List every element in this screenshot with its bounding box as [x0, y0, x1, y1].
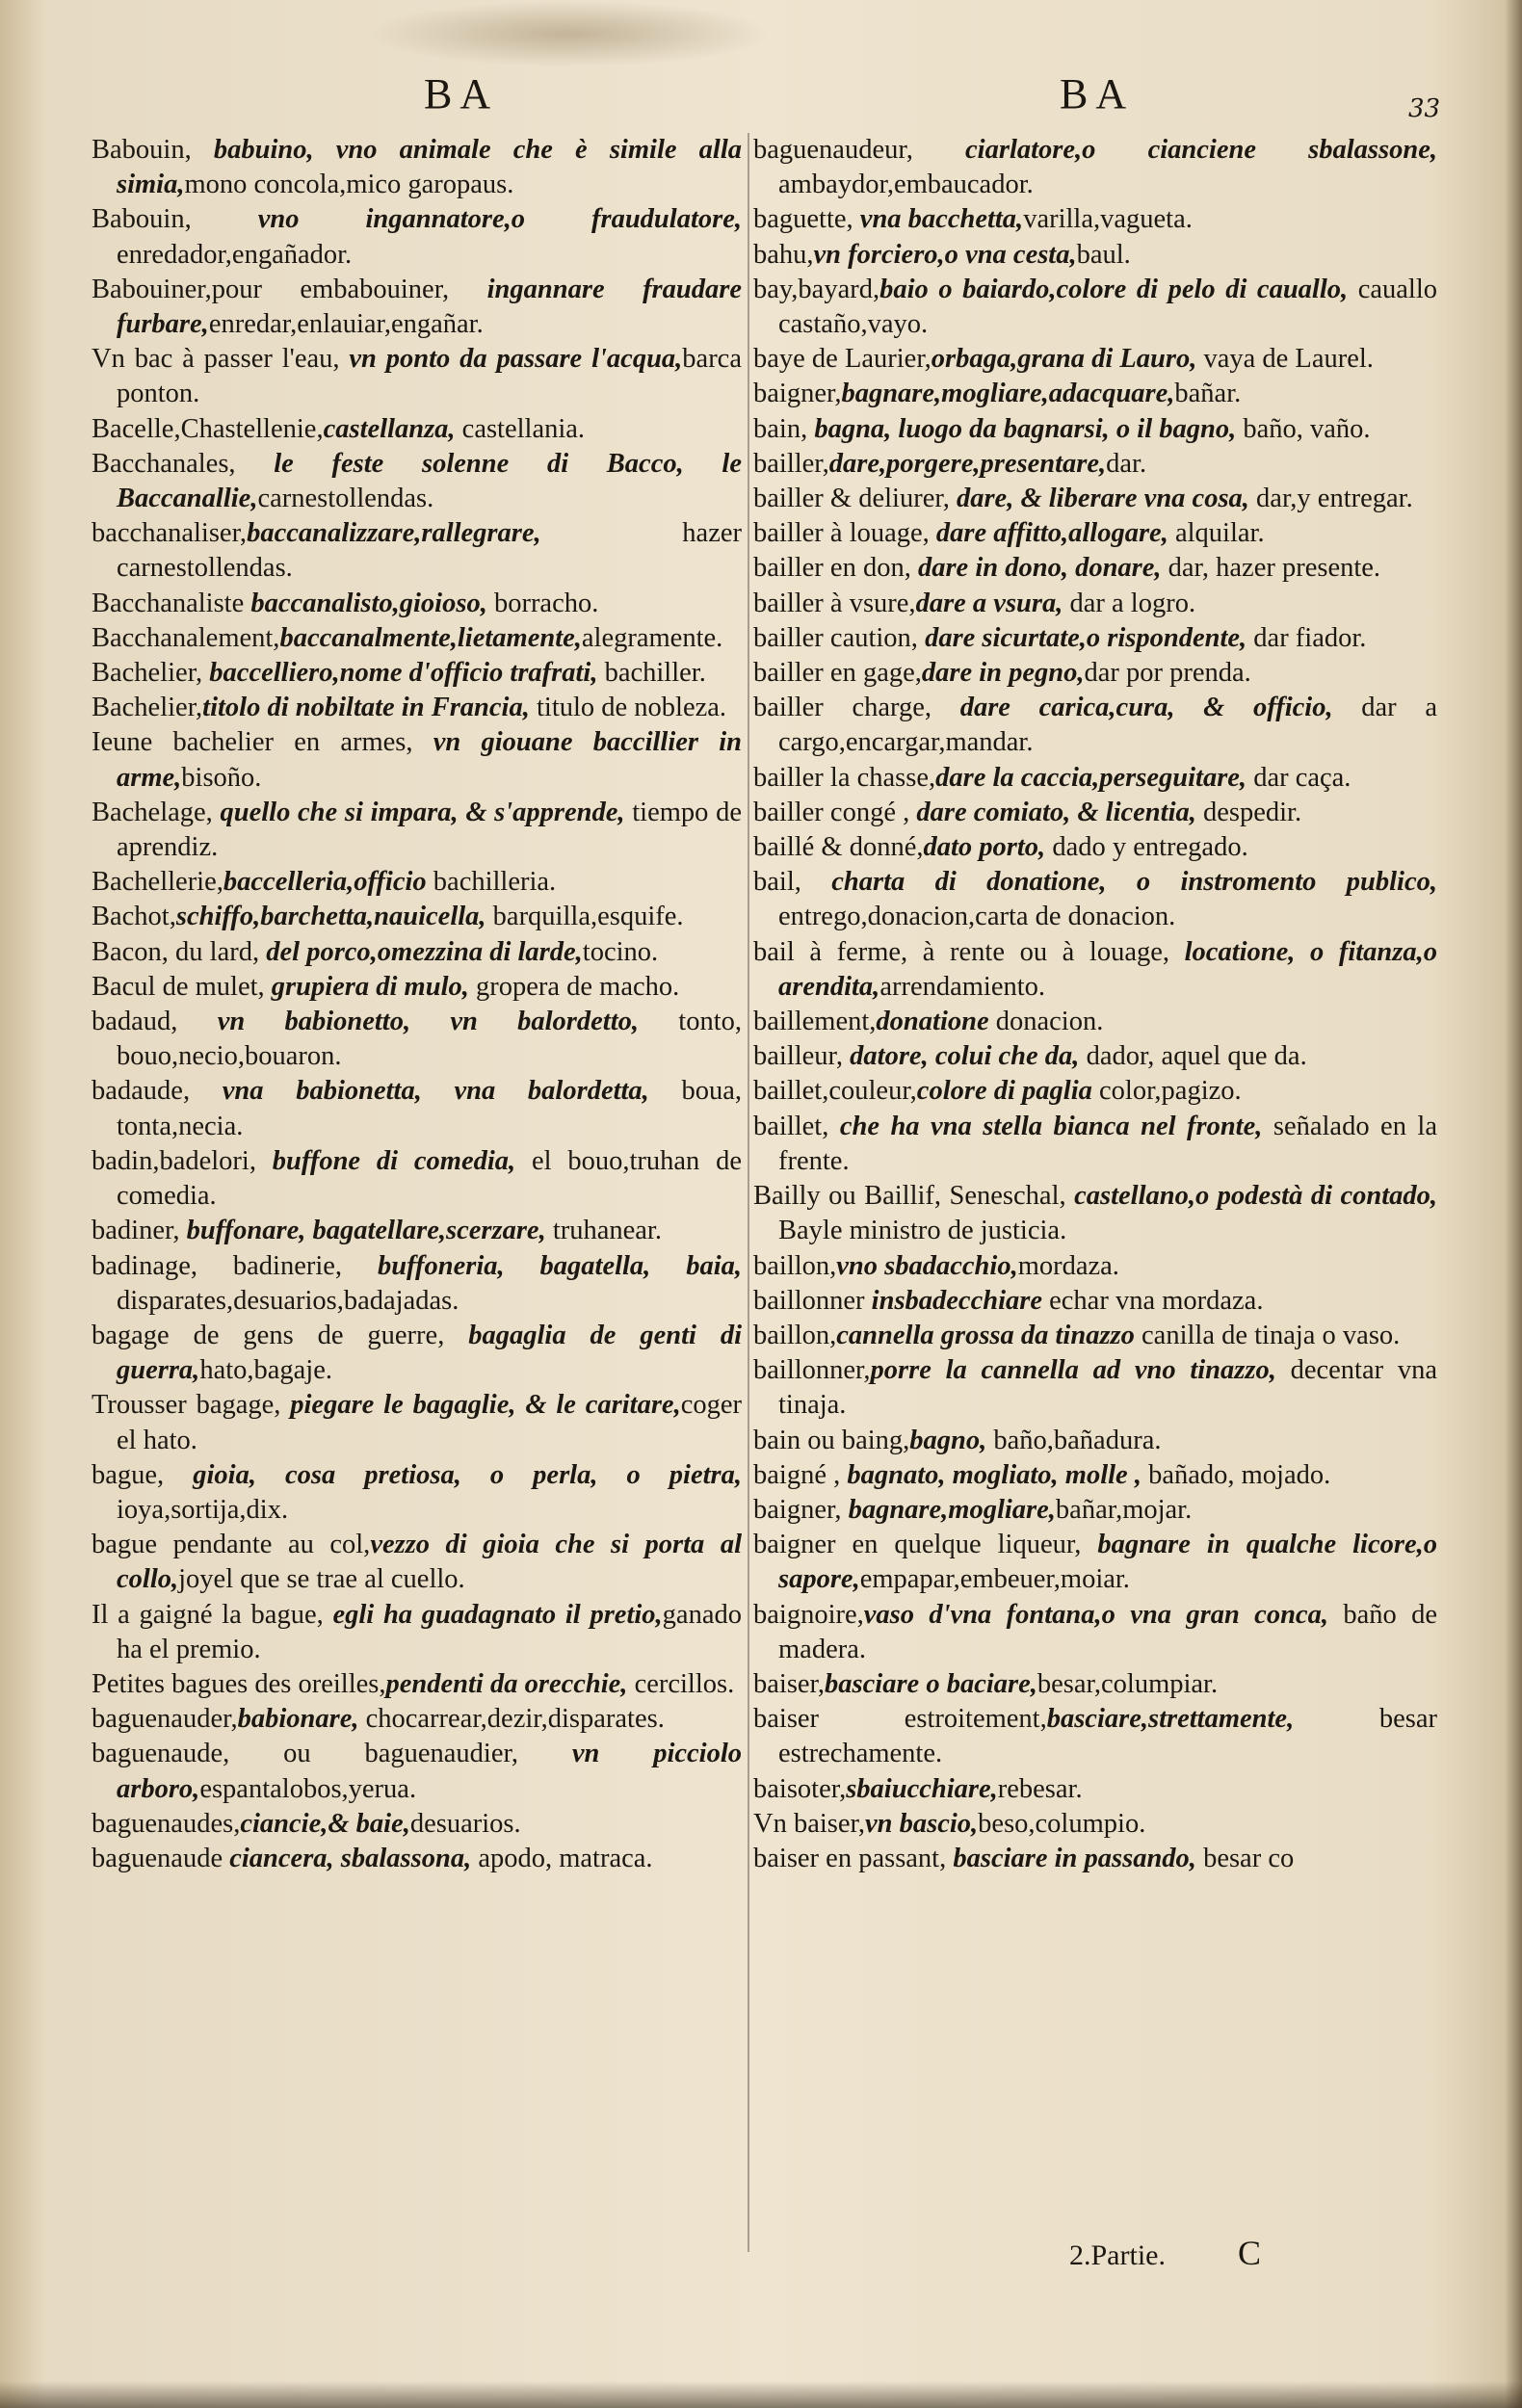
dictionary-entry	[92, 1319, 742, 1388]
entry-headword: baisoter,	[753, 1773, 847, 1804]
entry-headword: bailler & deliurer,	[753, 484, 957, 514]
dictionary-entry	[753, 691, 1437, 760]
dictionary-entry	[92, 1737, 742, 1806]
entry-headword: Bachellerie,	[92, 867, 223, 898]
entry-italian: le feste solenne di Bacco, le Baccanallie,	[117, 448, 742, 514]
dictionary-entry	[92, 1667, 742, 1702]
entry-spanish: boua, tonta,necia.	[117, 1076, 743, 1141]
entry-spanish: besar co	[1195, 1843, 1295, 1873]
entry-italian: baccelleria,officio	[223, 867, 427, 898]
entry-spanish: coger el hato.	[117, 1390, 743, 1455]
entry-italian: bagnare,mogliare,adacquare,	[841, 379, 1175, 409]
dictionary-entry	[92, 1005, 742, 1074]
entry-italian: baccelliero,nome d'officio trafrati,	[209, 658, 598, 689]
page-bottom-edge	[0, 2381, 1522, 2408]
entry-headword: Trousser bagage,	[92, 1390, 291, 1421]
dictionary-entry	[92, 725, 742, 795]
dictionary-entry	[92, 796, 742, 865]
entry-headword: baillet,	[753, 1111, 840, 1141]
entry-italian: sbaiucchiare,	[846, 1773, 998, 1804]
entry-spanish: joyel que se trae al cuello.	[178, 1564, 465, 1595]
entry-headword: Babouin,	[92, 135, 214, 165]
entry-spanish: cauallo castaño,vayo.	[778, 274, 1437, 340]
entry-italian: babuino, vno animale che è simile alla simia,	[117, 135, 742, 200]
entry-spanish: decentar vna tinaja.	[778, 1355, 1437, 1421]
entry-headword: baillon,	[753, 1320, 837, 1350]
entry-italian: pendenti da orecchie,	[385, 1668, 628, 1699]
dictionary-entry	[753, 1458, 1437, 1493]
dictionary-entry	[753, 621, 1437, 656]
entry-spanish: gropera de macho.	[468, 971, 680, 1002]
entry-spanish: borracho.	[486, 588, 599, 618]
running-head-left: BA	[424, 70, 499, 118]
entry-headword: Babouiner,pour embabouiner,	[92, 274, 487, 304]
entry-spanish: truhanear.	[545, 1216, 662, 1246]
entry-headword: baiser,	[753, 1668, 826, 1699]
entry-italian: dare, & liberare vna cosa,	[956, 484, 1249, 514]
entry-italian: vn giouane baccillier in arme,	[117, 727, 742, 793]
entry-spanish: tocino.	[582, 936, 659, 967]
entry-italian: bagaglia de genti di guerra,	[117, 1320, 742, 1386]
entry-spanish: dar fiador.	[1246, 622, 1367, 653]
entry-headword: badaude,	[92, 1076, 223, 1107]
entry-italian: vaso d'vna fontana,o vna gran conca,	[863, 1599, 1328, 1630]
entry-headword: baigné ,	[753, 1459, 848, 1490]
entry-headword: baigner,	[753, 379, 842, 409]
dictionary-entry	[753, 1074, 1437, 1109]
entry-headword: bagage de gens de guerre,	[92, 1320, 469, 1350]
entry-spanish: besar estrechamente.	[778, 1704, 1437, 1769]
dictionary-entry	[753, 1005, 1437, 1039]
entry-spanish: baul.	[1076, 239, 1131, 270]
entry-spanish: dar, hazer presente.	[1161, 553, 1381, 584]
dictionary-entry	[92, 1842, 742, 1876]
entry-headword: Bachot,	[92, 902, 176, 932]
entry-spanish: baño,bañadura.	[986, 1425, 1162, 1455]
entry-spanish: entrego,donacion,carta de donacion.	[778, 902, 1176, 932]
entry-italian: charta di donatione, o instromento publico,	[831, 867, 1437, 898]
entry-italian: cannella grossa da tinazzo	[836, 1320, 1135, 1350]
dictionary-entry	[753, 273, 1437, 342]
dictionary-entry	[92, 865, 742, 900]
entry-spanish: hato,bagaje.	[199, 1355, 332, 1386]
entry-headword: Ieune bachelier en armes,	[92, 727, 433, 758]
entry-italian: insbadecchiare	[871, 1285, 1042, 1316]
entry-italian: vno ingannatore,o fraudulatore,	[257, 204, 742, 235]
entry-headword: baguette,	[753, 204, 860, 235]
entry-headword: Bacon, du lard,	[92, 936, 267, 967]
entry-italian: ciancie,& baie,	[240, 1808, 410, 1839]
entry-spanish: dar a logro.	[1063, 588, 1196, 618]
entry-spanish: bisoño.	[181, 762, 262, 793]
entry-spanish: vaya de Laurel.	[1196, 344, 1374, 375]
dictionary-entry	[92, 900, 742, 934]
dictionary-entry	[753, 412, 1437, 447]
entry-italian: dare carica,cura, & officio,	[959, 693, 1333, 723]
entry-italian: grupiera di mulo,	[271, 971, 469, 1002]
entry-headword: baye de Laurier,	[753, 344, 932, 375]
entry-spanish: empapar,embeuer,moiar.	[859, 1564, 1130, 1595]
entry-italian: buffoneria, bagatella, baia,	[377, 1250, 742, 1281]
entry-spanish: mono concola,mico garopaus.	[184, 170, 514, 200]
entry-spanish: castellania.	[455, 413, 586, 444]
entry-headword: bailler,	[753, 448, 829, 479]
dictionary-entry	[753, 865, 1437, 934]
entry-headword: badinage, badinerie,	[92, 1250, 378, 1281]
dictionary-entry	[753, 1842, 1437, 1876]
entry-headword: bailler en don,	[753, 553, 918, 584]
dictionary-entry	[92, 133, 742, 202]
entry-italian: bagnare,mogliare,	[848, 1494, 1056, 1525]
entry-headword: baillet,couleur,	[753, 1076, 917, 1107]
dictionary-entry	[92, 691, 742, 725]
dictionary-entry	[753, 202, 1437, 237]
entry-italian: dare a vsura,	[915, 588, 1063, 618]
entry-headword: bail,	[753, 867, 832, 898]
gathering-letter: C	[1238, 2234, 1262, 2272]
entry-italian: vna babionetta, vna balordetta,	[222, 1076, 649, 1107]
dictionary-entry	[753, 238, 1437, 273]
dictionary-entry	[753, 796, 1437, 830]
entry-headword: badaud,	[92, 1007, 218, 1037]
dictionary-entry	[753, 1353, 1437, 1423]
entry-headword: Bachelier,	[92, 693, 203, 723]
entry-italian: ciancera, sbalassona,	[229, 1843, 472, 1873]
entry-spanish: tonto, bouo,necio,bouaron.	[117, 1007, 742, 1072]
entry-headword: Bacchanalement,	[92, 622, 280, 653]
dictionary-entry	[753, 935, 1437, 1005]
entry-italian: quello che si impara, & s'apprende,	[220, 797, 625, 827]
entry-headword: baguenaude, ou baguenaudier,	[92, 1739, 572, 1769]
entry-spanish: apodo, matraca.	[471, 1843, 653, 1873]
entry-spanish: ambaydor,embaucador.	[778, 170, 1034, 200]
entry-headword: Bacul de mulet,	[92, 971, 272, 1002]
entry-headword: baiser estroitement,	[753, 1704, 1047, 1735]
entry-spanish: desuarios.	[409, 1808, 521, 1839]
entry-headword: bailler congé ,	[753, 797, 917, 827]
entry-italian: colore di paglia	[916, 1076, 1092, 1107]
entry-spanish: echar vna mordaza.	[1042, 1285, 1264, 1316]
entry-spanish: espantalobos,yerua.	[199, 1773, 417, 1804]
entry-headword: bailler la chasse,	[753, 762, 936, 793]
entry-headword: bain ou baing,	[753, 1425, 910, 1455]
entry-spanish: dador, aquel que da.	[1079, 1041, 1307, 1072]
entry-italian: dare sicurtate,o rispondente,	[925, 622, 1247, 653]
entry-headword: Bacchanaliste	[92, 588, 251, 618]
dictionary-entry	[753, 377, 1437, 411]
entry-headword: baillé & donné,	[753, 832, 924, 863]
entry-italian: vn forciero,o vna cesta,	[813, 239, 1077, 270]
entry-headword: baignoire,	[753, 1599, 864, 1630]
left-column	[92, 133, 742, 1876]
entry-headword: bail à ferme, à rente ou à louage,	[753, 936, 1185, 967]
entry-italian: bagna, luogo da bagnarsi, o il bagno,	[814, 413, 1237, 444]
dictionary-entry	[753, 1424, 1437, 1458]
entry-headword: bay,bayard,	[753, 274, 880, 304]
entry-headword: Bailly ou Baillif, Seneschal,	[753, 1181, 1075, 1212]
entry-spanish: color,pagizo.	[1091, 1076, 1242, 1107]
dictionary-entry	[753, 1039, 1437, 1074]
entry-spanish: cercillos.	[627, 1668, 735, 1699]
entry-spanish: hazer carnestollendas.	[117, 518, 742, 584]
entry-headword: bain,	[753, 413, 815, 444]
entry-headword: Bachelage,	[92, 797, 221, 827]
entry-spanish: barca ponton.	[117, 344, 742, 409]
entry-headword: Bacelle,Chastellenie,	[92, 413, 324, 444]
dictionary-entry	[92, 1702, 742, 1737]
entry-spanish: barquilla,esquife.	[485, 902, 684, 932]
dictionary-entry	[92, 1528, 742, 1597]
entry-spanish: dar,y entregar.	[1248, 484, 1413, 514]
entry-spanish: dar a cargo,encargar,mandar.	[778, 693, 1437, 758]
entry-italian: ingannare fraudare furbare,	[117, 274, 742, 340]
dictionary-entry	[753, 761, 1437, 796]
entry-spanish: dar.	[1106, 448, 1147, 479]
entry-italian: vezzo di gioia che si porta al collo,	[117, 1530, 742, 1595]
entry-headword: Bachelier,	[92, 658, 210, 689]
entry-headword: bahu,	[753, 239, 814, 270]
entry-spanish: Bayle ministro de justicia.	[778, 1216, 1067, 1246]
entry-headword: Bacchanales,	[92, 448, 275, 479]
dictionary-entry	[92, 516, 742, 586]
entry-italian: buffonare, bagatellare,scerzare,	[186, 1216, 546, 1246]
entry-spanish: dado y entregado.	[1045, 832, 1248, 863]
entry-italian: donatione	[876, 1007, 989, 1037]
right-column	[753, 133, 1437, 1876]
entry-italian: vna bacchetta,	[859, 204, 1024, 235]
dictionary-entry	[753, 1598, 1437, 1667]
entry-spanish: tiempo de aprendiz.	[117, 797, 742, 863]
entry-spanish: bañar.	[1174, 379, 1242, 409]
entry-italian: dare in pegno,	[921, 658, 1085, 689]
entry-spanish: ganado ha el premio.	[117, 1599, 742, 1664]
dictionary-entry	[753, 551, 1437, 586]
entry-italian: locatione, o fitanza,o arendita,	[778, 936, 1437, 1002]
entry-spanish: baño de madera.	[778, 1599, 1437, 1664]
entry-italian: buffone di comedia,	[272, 1145, 516, 1176]
entry-headword: baguenaudes,	[92, 1808, 241, 1839]
entry-headword: Babouin,	[92, 204, 258, 235]
dictionary-entry	[92, 447, 742, 516]
entry-italian: baccanalmente,lietamente,	[279, 622, 582, 653]
entry-italian: vn picciolo arboro,	[117, 1739, 742, 1804]
entry-italian: che ha vna stella bianca nel fronte,	[839, 1111, 1263, 1141]
dictionary-entry	[753, 516, 1437, 551]
dictionary-entry	[753, 1667, 1437, 1702]
entry-spanish: canilla de tinaja o vaso.	[1134, 1320, 1401, 1350]
entry-italian: schiffo,barchetta,nauicella,	[175, 902, 486, 932]
dictionary-entry	[753, 1807, 1437, 1842]
column-rule	[748, 133, 749, 2252]
entry-italian: bagno,	[909, 1425, 987, 1455]
entry-headword: bague pendante au col,	[92, 1530, 371, 1560]
entry-spanish: dar caça.	[1246, 762, 1351, 793]
dictionary-entry	[753, 447, 1437, 482]
entry-italian: egli ha guadagnato il pretio,	[332, 1599, 663, 1630]
signature-mark: 2.Partie.	[1069, 2239, 1166, 2271]
entry-spanish: enredar,enlauiar,engañar.	[208, 309, 484, 340]
entry-spanish: beso,columpio.	[978, 1808, 1146, 1839]
dictionary-entry	[92, 1598, 742, 1667]
entry-italian: vn babionetto, vn balordetto,	[217, 1007, 640, 1037]
dictionary-entry	[753, 830, 1437, 865]
dictionary-entry	[753, 1319, 1437, 1353]
entry-italian: bagnare in qualche licore,o sapore,	[778, 1530, 1437, 1595]
entry-italian: vn bascio,	[865, 1808, 979, 1839]
entry-italian: babionare,	[237, 1704, 359, 1735]
entry-italian: orbaga,grana di Lauro,	[931, 344, 1197, 375]
dictionary-entry	[92, 1144, 742, 1214]
entry-spanish: mordaza.	[1017, 1250, 1119, 1281]
dictionary-entry	[92, 1074, 742, 1143]
paper-stain	[366, 0, 771, 67]
entry-italian: dare affitto,allogare,	[935, 518, 1168, 549]
dictionary-entry	[92, 273, 742, 342]
entry-headword: bailler caution,	[753, 622, 926, 653]
entry-spanish: arrendamiento.	[879, 971, 1046, 1002]
dictionary-entry	[92, 1249, 742, 1319]
entry-spanish: despedir.	[1195, 797, 1302, 827]
entry-italian: castellano,o podestà di contado,	[1074, 1181, 1437, 1212]
dictionary-entry	[92, 342, 742, 411]
entry-spanish: bachilleria.	[426, 867, 557, 898]
entry-italian: baio o baiardo,colore di pelo di cauallo,	[879, 274, 1349, 304]
dictionary-entry	[92, 1388, 742, 1457]
entry-headword: bailler à vsure,	[753, 588, 916, 618]
entry-italian: dare la caccia,perseguitare,	[935, 762, 1247, 793]
dictionary-entry	[753, 656, 1437, 691]
entry-headword: baillon,	[753, 1250, 837, 1281]
entry-spanish: bañar,mojar.	[1055, 1494, 1193, 1525]
dictionary-entry	[753, 1702, 1437, 1771]
dictionary-entry	[92, 412, 742, 447]
entry-spanish: el bouo,truhan de comedia.	[117, 1145, 743, 1212]
entry-spanish: disparates,desuarios,badajadas.	[117, 1285, 459, 1316]
entry-spanish: carnestollendas.	[257, 484, 434, 514]
entry-italian: castellanza,	[323, 413, 456, 444]
entry-italian: piegare le bagaglie, & le caritare,	[290, 1390, 681, 1421]
entry-italian: basciare o baciare,	[825, 1668, 1037, 1699]
entry-spanish: rebesar.	[997, 1773, 1083, 1804]
book-spine-shadow	[1505, 0, 1522, 2408]
dictionary-entry	[753, 342, 1437, 377]
entry-headword: baguenauder,	[92, 1704, 238, 1735]
entry-headword: bague,	[92, 1459, 194, 1490]
entry-headword: baguenaudeur,	[753, 135, 966, 165]
entry-spanish: dar por prenda.	[1084, 658, 1251, 689]
entry-headword: Vn bac à passer l'eau,	[92, 344, 350, 375]
entry-headword: baiser en passant,	[753, 1843, 954, 1873]
dictionary-entry	[753, 587, 1437, 621]
entry-italian: dare,porgere,presentare,	[828, 448, 1107, 479]
entry-italian: vno sbadacchio,	[836, 1250, 1018, 1281]
entry-spanish: varilla,vagueta.	[1023, 204, 1193, 235]
entry-headword: bacchanaliser,	[92, 518, 248, 549]
entry-headword: baillonner	[753, 1285, 872, 1316]
dictionary-entry	[753, 1179, 1437, 1248]
dictionary-entry	[753, 482, 1437, 516]
dictionary-entry	[753, 1110, 1437, 1179]
entry-headword: bailler à louage,	[753, 518, 936, 549]
dictionary-entry	[753, 1528, 1437, 1597]
entry-spanish: ioya,sortija,dix.	[117, 1494, 289, 1525]
dictionary-entry	[92, 935, 742, 970]
entry-italian: dare comiato, & licentia,	[916, 797, 1196, 827]
dictionary-entry	[92, 202, 742, 272]
entry-headword: badiner,	[92, 1216, 187, 1246]
dictionary-entry	[92, 970, 742, 1005]
dictionary-entry	[753, 133, 1437, 202]
entry-spanish: bachiller.	[597, 658, 706, 689]
entry-italian: datore, colui che da,	[850, 1041, 1080, 1072]
entry-headword: baillement,	[753, 1007, 877, 1037]
entry-italian: dare in dono, donare,	[917, 553, 1162, 584]
dictionary-entry	[92, 1458, 742, 1528]
entry-spanish: titulo de nobleza.	[529, 693, 727, 723]
dictionary-entry	[753, 1772, 1437, 1807]
entry-italian: ciarlatore,o cianciene sbalassone,	[965, 135, 1437, 165]
entry-spanish: alegramente.	[581, 622, 723, 653]
dictionary-entry	[92, 656, 742, 691]
entry-spanish: chocarrear,dezir,disparates.	[358, 1704, 665, 1735]
dictionary-entry	[92, 1214, 742, 1248]
entry-spanish: alquilar.	[1168, 518, 1265, 549]
entry-headword: baillonner,	[753, 1355, 871, 1386]
entry-headword: bailleur,	[753, 1041, 851, 1072]
entry-spanish: bañado, mojado.	[1141, 1459, 1331, 1490]
entry-italian: bagnato, mogliato, molle ,	[847, 1459, 1142, 1490]
dictionary-entry	[753, 1249, 1437, 1284]
entry-italian: baccanalizzare,rallegrare,	[247, 518, 541, 549]
entry-headword: bailler en gage,	[753, 658, 922, 689]
entry-headword: bailler charge,	[753, 693, 960, 723]
dictionary-entry	[753, 1493, 1437, 1528]
entry-italian: porre la cannella ad vno tinazzo,	[870, 1355, 1276, 1386]
entry-headword: Petites bagues des oreilles,	[92, 1668, 386, 1699]
entry-headword: Vn baiser,	[753, 1808, 865, 1839]
entry-spanish: señalado en la frente.	[778, 1111, 1437, 1176]
entry-italian: del porco,omezzina di larde,	[266, 936, 583, 967]
running-head-right: BA	[1060, 70, 1135, 118]
page-number: 33	[1408, 94, 1441, 123]
entry-spanish: donacion.	[988, 1007, 1104, 1037]
entry-headword: Il a gaigné la bague,	[92, 1599, 333, 1630]
entry-italian: gioia, cosa pretiosa, o perla, o pietra,	[193, 1459, 742, 1490]
entry-spanish: besar,columpiar.	[1037, 1668, 1219, 1699]
dictionary-entry	[92, 621, 742, 656]
entry-spanish: baño, vaño.	[1236, 413, 1371, 444]
entry-italian: basciare,strettamente,	[1046, 1704, 1295, 1735]
entry-headword: badin,badelori,	[92, 1145, 273, 1176]
entry-headword: baigner en quelque liqueur,	[753, 1530, 1098, 1560]
dictionary-entry	[92, 587, 742, 621]
entry-italian: titolo di nobiltate in Francia,	[202, 693, 530, 723]
entry-italian: vn ponto da passare l'acqua,	[349, 344, 683, 375]
entry-italian: dato porto,	[923, 832, 1046, 863]
entry-italian: basciare in passando,	[953, 1843, 1196, 1873]
entry-italian: baccanalisto,gioioso,	[250, 588, 487, 618]
entry-headword: baigner,	[753, 1494, 849, 1525]
dictionary-entry	[92, 1807, 742, 1842]
entry-spanish: enredador,engañador.	[117, 239, 353, 270]
entry-headword: baguenaude	[92, 1843, 230, 1873]
dictionary-entry	[753, 1284, 1437, 1319]
